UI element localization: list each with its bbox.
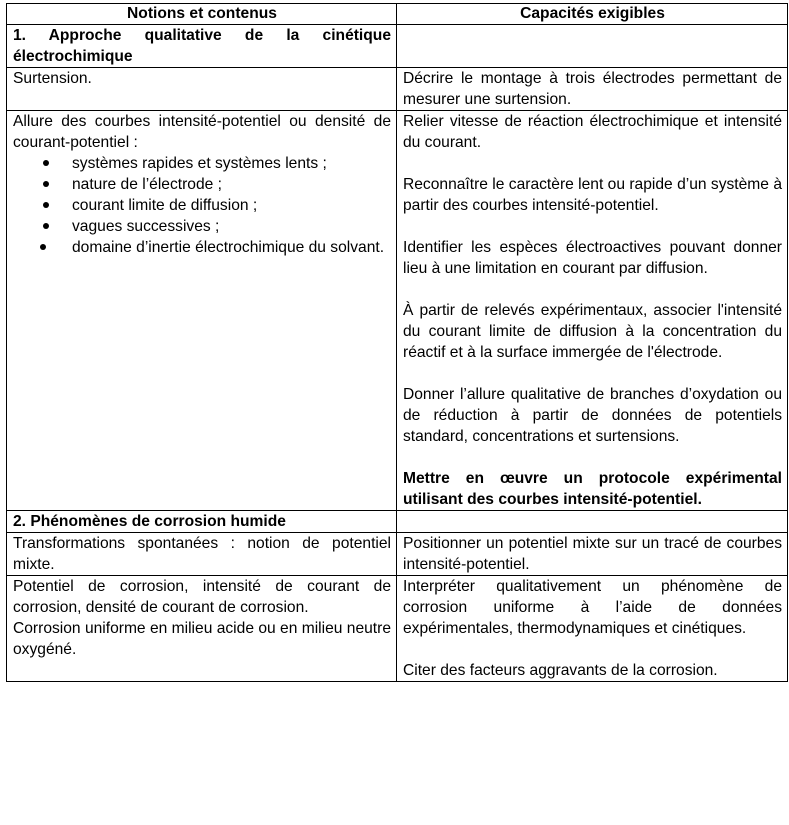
- section-empty-cell-1: [397, 25, 788, 68]
- capacite-text: Relier vitesse de réaction électrochimique et intensité du courant.: [403, 113, 782, 151]
- list-item: [72, 195, 391, 216]
- list-item: [72, 216, 391, 237]
- header-notions: Notions et contenus: [7, 4, 397, 25]
- program-table: [6, 3, 788, 682]
- capacite-cell: [397, 68, 788, 111]
- list-item: [72, 174, 391, 195]
- bullet-text: systèmes rapides et systèmes lents ;: [72, 155, 327, 172]
- notion-text: Transformations spontanées : notion de potentiel mixte.: [13, 535, 391, 573]
- bullet-text: courant limite de diffusion ;: [72, 197, 258, 214]
- capacite-text: Reconnaître le caractère lent ou rapide d’un système à partir des courbes intensité-potentiel.: [403, 176, 782, 214]
- bullet-icon: [40, 216, 52, 237]
- notion-intro-text: Allure des courbes intensité-potentiel ou densité de courant-potentiel :: [13, 113, 391, 151]
- capacite-text: Identifier les espèces électroactives pouvant donner lieu à une limitation en courant par diffusion.: [403, 239, 782, 277]
- capacite-text: Positionner un potentiel mixte sur un tracé de courbes intensité-potentiel.: [403, 535, 782, 573]
- capacite-text: À partir de relevés expérimentaux, associer l'intensité du courant limite de diffusion à la concentration du réactif et à la surface immergée de l'électrode.: [403, 302, 782, 361]
- table-row: [7, 68, 788, 111]
- capacite-text: Interpréter qualitativement un phénomène de corrosion uniforme à l’aide de données expérimentales, thermodynamiques et cinétiques.: [403, 578, 782, 637]
- capacite-text: Donner l’allure qualitative de branches d’oxydation ou de réduction à partir de données de potentiels standard, concentrations et surtensions.: [403, 386, 782, 445]
- section-row-1: [7, 25, 788, 68]
- capacite-cell: [397, 111, 788, 511]
- bullet-icon: [40, 195, 52, 216]
- bullet-text: nature de l’électrode ;: [72, 176, 222, 193]
- list-item: [72, 237, 391, 258]
- bullet-text: vagues successives ;: [72, 218, 220, 235]
- notion-cell: [7, 68, 397, 111]
- notion-cell: [7, 576, 397, 682]
- header-row: [7, 4, 788, 25]
- bullet-icon: [40, 174, 52, 195]
- capacite-bold-text: Mettre en œuvre un protocole expérimental utilisant des courbes intensité-potentiel.: [403, 470, 782, 508]
- notion-text: Corrosion uniforme en milieu acide ou en milieu neutre oxygéné.: [13, 620, 391, 658]
- section-row-2: [7, 511, 788, 533]
- section-title-1: 1. Approche qualitative de la cinétique électrochimique: [7, 25, 397, 68]
- section-title-2: 2. Phénomènes de corrosion humide: [7, 511, 397, 533]
- section-empty-cell-2: [397, 511, 788, 533]
- capacite-cell: [397, 533, 788, 576]
- table-row: [7, 533, 788, 576]
- capacite-text: Décrire le montage à trois électrodes permettant de mesurer une surtension.: [403, 70, 782, 108]
- notion-text: Potentiel de corrosion, intensité de courant de corrosion, densité de courant de corrosion.: [13, 578, 391, 616]
- table-row: [7, 576, 788, 682]
- bullet-text: domaine d’inertie électrochimique du solvant.: [72, 239, 385, 256]
- capacite-cell: [397, 576, 788, 682]
- header-capacites: Capacités exigibles: [397, 4, 788, 25]
- list-item: [72, 153, 391, 174]
- table-row: [7, 111, 788, 511]
- bullet-icon: [40, 237, 52, 258]
- notion-bullet-list: [13, 153, 391, 258]
- notion-cell: [7, 111, 397, 511]
- notion-text: Surtension.: [13, 70, 92, 87]
- capacite-text: Citer des facteurs aggravants de la corrosion.: [403, 662, 718, 679]
- bullet-icon: [40, 153, 52, 174]
- notion-cell: [7, 533, 397, 576]
